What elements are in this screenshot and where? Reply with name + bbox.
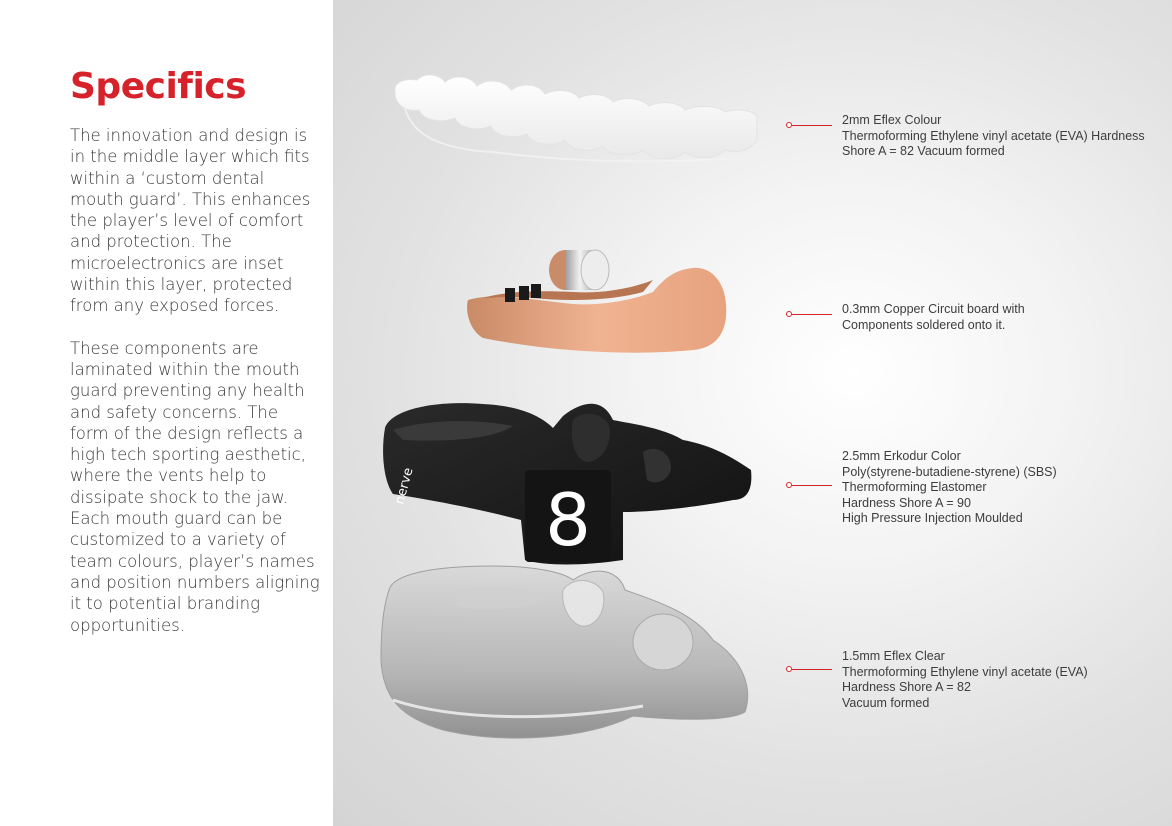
spec-line: Thermoforming Ethylene vinyl acetate (EVA)	[842, 664, 1088, 679]
spec-text	[842, 449, 1172, 527]
middle-layer-shape	[383, 403, 751, 564]
brand-label: nerve	[392, 466, 417, 507]
spec-line: 0.3mm Copper Circuit board with	[842, 302, 1025, 316]
spec-line: 2mm Eflex Colour	[842, 113, 942, 127]
paragraph-2: These components are laminated within the mouth guard preventing any health and safety concerns. The form of the design reflects a high tech sporting aesthetic, where the vents help to dissipate shock to the jaw. Each mouth guard can be customized to a variety of team colours, player’s names and position numbers aligning it to potential branding opportunities.	[70, 338, 320, 635]
callout-line	[792, 669, 832, 670]
spec-text	[842, 302, 1172, 333]
spec-line: Thermoforming Ethylene vinyl acetate (EVA) Hardness	[842, 128, 1145, 143]
callout-line	[792, 485, 832, 486]
paragraph-1: The innovation and design is in the middle layer which fits within a ‘custom dental mouth guard’. This enhances the player’s level of comfort and protection. The microelectronics are inset within this layer, protected from any exposed forces.	[70, 126, 311, 316]
spec-line: Poly(styrene-butadiene-styrene) (SBS)	[842, 464, 1057, 479]
spec-line: 1.5mm Eflex Clear	[842, 649, 945, 663]
spec-line: 2.5mm Erkodur Color	[842, 449, 961, 463]
spec-line: High Pressure Injection Moulded	[842, 511, 1023, 526]
spec-line: Thermoforming Elastomer	[842, 480, 987, 495]
callout-line	[792, 125, 832, 126]
spec-line: Vacuum formed	[842, 695, 930, 710]
spec-line: Hardness Shore A = 90	[842, 495, 971, 510]
spec-text	[842, 649, 1172, 711]
circuit-layer-shape	[467, 250, 726, 353]
spec-line: Hardness Shore A = 82	[842, 680, 971, 695]
spec-text	[842, 113, 1172, 160]
top-layer-shape	[395, 75, 757, 161]
spec-line: Shore A = 82 Vacuum formed	[842, 144, 1005, 159]
description	[70, 125, 320, 636]
player-number: 8	[545, 478, 591, 562]
left-panel	[0, 0, 333, 826]
bottom-layer-shape	[381, 566, 748, 738]
page-title: Specifics	[70, 66, 247, 107]
callout-line	[792, 314, 832, 315]
spec-line: Components soldered onto it.	[842, 317, 1006, 332]
